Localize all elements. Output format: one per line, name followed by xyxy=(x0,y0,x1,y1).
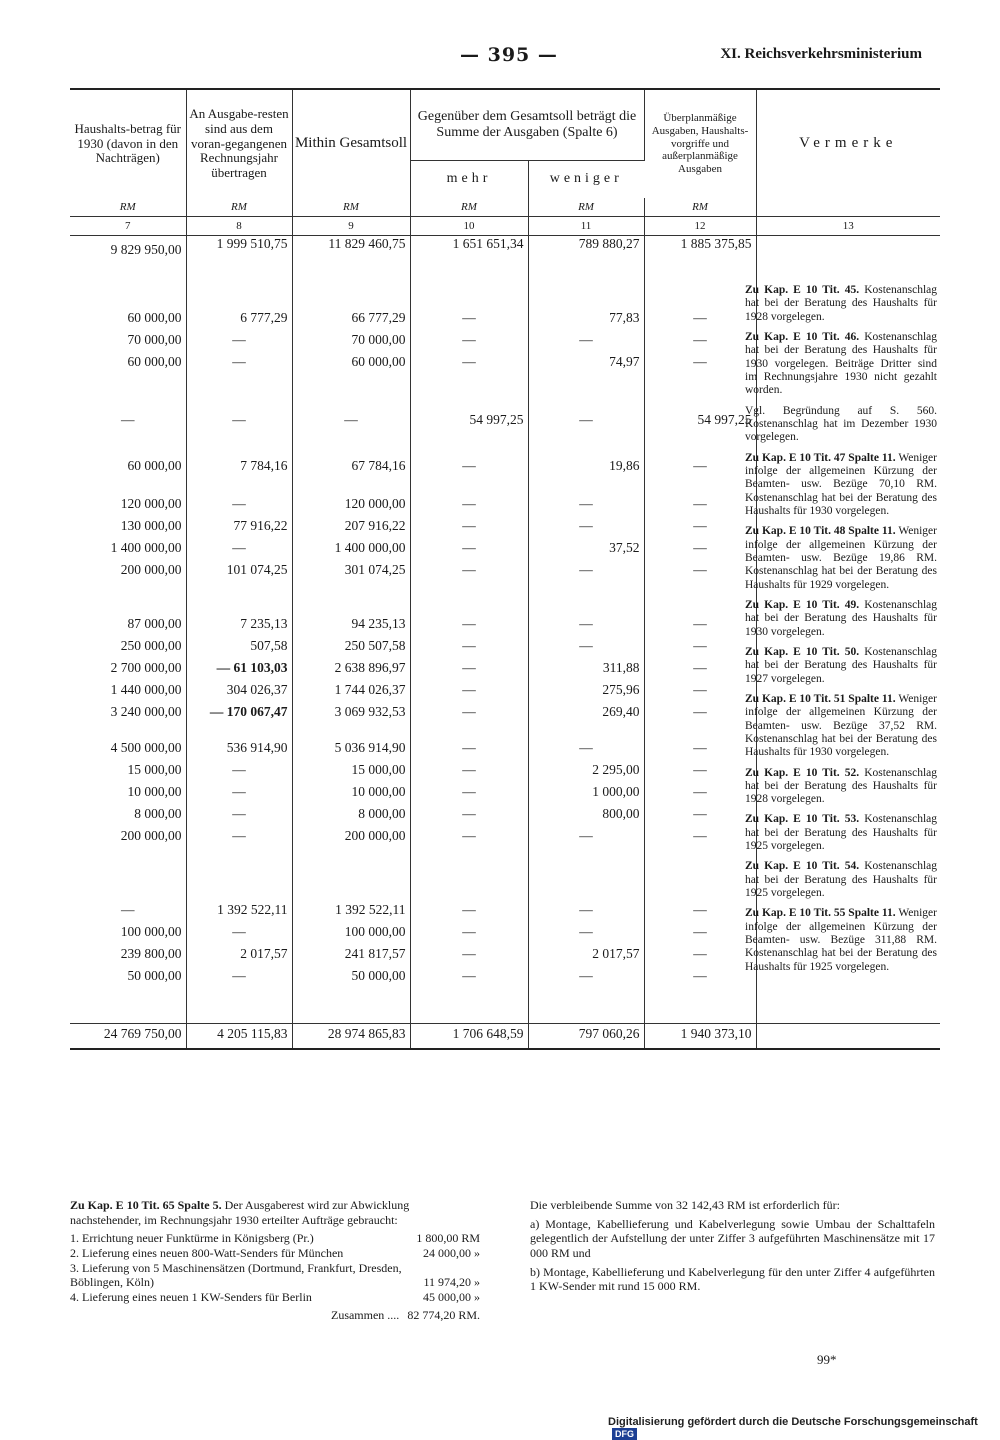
remark-note xyxy=(745,813,937,853)
table-cell: — xyxy=(528,518,644,540)
table-cell: — xyxy=(410,496,528,518)
footnote-item xyxy=(70,1246,480,1261)
table-cell: 1 999 510,75 xyxy=(186,236,292,310)
remark-text: Kostenanschlag hat bei der Beratung des Haushalts für 1930 vorgelegen. xyxy=(745,598,938,638)
total-cell: 24 769 750,00 xyxy=(70,1024,186,1050)
page-number: — 395 — xyxy=(460,44,558,66)
table-cell: 2 017,57 xyxy=(186,946,292,968)
table-cell: 7 784,16 xyxy=(186,458,292,496)
table-cell: — xyxy=(186,762,292,784)
table-cell: 60 000,00 xyxy=(70,354,186,412)
footnote-item-text: 3. Lieferung von 5 Maschinensätzen (Dortmund, Frankfurt, Dresden, Böblingen, Köln) xyxy=(70,1260,402,1290)
table-cell: 60 000,00 xyxy=(70,310,186,332)
footnote-item-a: a) Montage, Kabellieferung und Kabelverlegung sowie Umbau der Schalttafeln gelegentlich der Aufstellung der unter Ziffer 3 aufgeführten Maschinensätze mit 17 000 RM und xyxy=(530,1216,935,1260)
remark-cell xyxy=(756,1024,940,1050)
table-cell: — xyxy=(186,784,292,806)
footnote-item-amount: 1 800,00 RM xyxy=(416,1231,480,1246)
unit-label: RM xyxy=(410,198,528,217)
footnote-item-text: 1. Errichtung neuer Funktürme in Königsberg (Pr.) xyxy=(70,1231,314,1246)
table-cell: 37,52 xyxy=(528,540,644,562)
table-cell: 15 000,00 xyxy=(292,762,410,784)
table-cell: 2 700 000,00 xyxy=(70,660,186,682)
table-cell: 94 235,13 xyxy=(292,616,410,638)
table-cell: — xyxy=(528,968,644,1024)
table-cell: — xyxy=(644,518,756,540)
table-cell: — xyxy=(410,616,528,638)
col-number: 10 xyxy=(410,217,528,236)
table-cell: 5 036 914,90 xyxy=(292,740,410,762)
table-cell: 77 916,22 xyxy=(186,518,292,540)
table-cell: — xyxy=(410,332,528,354)
table-cell: 70 000,00 xyxy=(70,332,186,354)
remark-head: Zu Kap. E 10 Tit. 55 Spalte 11. xyxy=(745,907,896,920)
table-cell: 66 777,29 xyxy=(292,310,410,332)
table-cell: — xyxy=(410,682,528,704)
table-cell: — xyxy=(644,638,756,660)
table-cell: — xyxy=(186,828,292,902)
remark-head: Zu Kap. E 10 Tit. 54. xyxy=(745,860,860,873)
table-cell: 200 000,00 xyxy=(292,828,410,902)
col-number: 13 xyxy=(756,217,940,236)
table-cell: 60 000,00 xyxy=(292,354,410,412)
table-cell: — xyxy=(186,924,292,946)
remark-head: Zu Kap. E 10 Tit. 46. xyxy=(745,330,860,343)
total-cell: 1 706 648,59 xyxy=(410,1024,528,1050)
remark-text: Weniger infolge der allgemeinen Kürzung der Beamten- usw. Bezüge 19,86 RM. Kostenanschlag hat bei der Beratung des Haushalts für 1929 vorgelegen. xyxy=(745,525,937,591)
table-cell: 2 295,00 xyxy=(528,762,644,784)
table-cell: 6 777,29 xyxy=(186,310,292,332)
remark-text: Weniger infolge der allgemeinen Kürzung der Beamten- usw. Bezüge 70,10 RM. Kostenanschlag hat bei der Beratung des Haushalts für 1930 vorgelegen. xyxy=(745,451,937,517)
table-cell: — xyxy=(528,496,644,518)
table-cell: 9 829 950,00 xyxy=(70,236,186,310)
table-cell: 87 000,00 xyxy=(70,616,186,638)
footnote-item xyxy=(70,1261,480,1290)
table-cell: — xyxy=(292,412,410,458)
table-cell: 207 916,22 xyxy=(292,518,410,540)
table-cell: — xyxy=(70,902,186,924)
remark-note xyxy=(745,907,937,974)
remark-note xyxy=(745,646,937,686)
remark-text: Kostenanschlag hat bei der Beratung des Haushalts für 1928 vorgelegen. xyxy=(745,284,938,323)
table-cell: — xyxy=(644,762,756,784)
table-cell: — xyxy=(528,616,644,638)
table-cell: — xyxy=(644,784,756,806)
footnote-head: Zu Kap. E 10 Tit. 65 Spalte 5. xyxy=(70,1198,222,1212)
table-cell: 311,88 xyxy=(528,660,644,682)
table-cell: 1 744 026,37 xyxy=(292,682,410,704)
table-cell: — xyxy=(528,828,644,902)
remark-text: Weniger infolge der allgemeinen Kürzung der Beamten- usw. Bezüge 311,88 RM. Kostenanschlag hat bei der Beratung des Haushalts für 1925 vorgelegen. xyxy=(745,907,937,973)
footnote-right xyxy=(530,1198,935,1298)
total-cell: 797 060,26 xyxy=(528,1024,644,1050)
table-cell: 77,83 xyxy=(528,310,644,332)
col-number: 11 xyxy=(528,217,644,236)
footnote-item-amount: 45 000,00 » xyxy=(423,1289,480,1304)
total-cell: 1 940 373,10 xyxy=(644,1024,756,1050)
remark-note xyxy=(745,525,937,592)
table-cell: 1 000,00 xyxy=(528,784,644,806)
table-cell: — xyxy=(644,496,756,518)
table-cell: 67 784,16 xyxy=(292,458,410,496)
table-cell: 100 000,00 xyxy=(70,924,186,946)
table-cell: — xyxy=(410,458,528,496)
table-cell: — xyxy=(186,806,292,828)
table-cell: — xyxy=(410,638,528,660)
table-cell: 250 000,00 xyxy=(70,638,186,660)
total-cell: 28 974 865,83 xyxy=(292,1024,410,1050)
table-cell: — xyxy=(644,354,756,412)
table-cell: — xyxy=(410,762,528,784)
remark-text: Kostenanschlag hat bei der Beratung des Haushalts für 1925 vorgelegen. xyxy=(745,813,938,853)
table-cell: 11 829 460,75 xyxy=(292,236,410,310)
remark-note xyxy=(745,284,937,324)
col12-header: Überplanmäßige Ausgaben, Haushalts-vorgriffe und außerplanmäßige Ausgaben xyxy=(644,89,756,198)
table-cell: — xyxy=(410,806,528,828)
footnote-item-text: 4. Lieferung eines neuen 1 KW-Senders für Berlin xyxy=(70,1289,312,1304)
total-cell: 4 205 115,83 xyxy=(186,1024,292,1050)
table-cell: — xyxy=(644,616,756,638)
footnote-item-b: b) Montage, Kabellieferung und Kabelverlegung für den unter Ziffer 4 aufgeführten 1 KW-Sender mit rund 15 000 RM. xyxy=(530,1264,935,1294)
table-cell: — xyxy=(644,458,756,496)
table-cell: — xyxy=(644,828,756,902)
table-cell: — xyxy=(186,540,292,562)
col9-header: Mithin Gesamtsoll xyxy=(292,89,410,198)
col13-header: Vermerke xyxy=(756,89,940,198)
table-cell: — xyxy=(644,332,756,354)
remark-head: Zu Kap. E 10 Tit. 49. xyxy=(745,598,860,611)
remark-text: Weniger infolge der allgemeinen Kürzung der Beamten- usw. Bezüge 37,52 RM. Kostenanschlag hat bei der Beratung des Haushalts für 1930 vorgelegen. xyxy=(745,692,937,759)
unit-label: RM xyxy=(70,198,186,217)
table-cell: — xyxy=(410,310,528,332)
footnote-intro: Der Ausgaberest wird zur Abwicklung nachstehender, im Rechnungsjahr 1930 erteilter Aufträge gebraucht: xyxy=(70,1198,410,1227)
table-cell: — xyxy=(410,968,528,1024)
table-cell: 10 000,00 xyxy=(292,784,410,806)
table-cell: — xyxy=(644,562,756,616)
footnote-item-amount: 11 974,20 » xyxy=(423,1275,480,1290)
table-cell: 10 000,00 xyxy=(70,784,186,806)
table-cell: 2 638 896,97 xyxy=(292,660,410,682)
table-cell: — xyxy=(186,496,292,518)
table-cell: 50 000,00 xyxy=(70,968,186,1024)
unit-label xyxy=(756,198,940,217)
footnote-item-text: 2. Lieferung eines neuen 800-Watt-Senders für München xyxy=(70,1245,344,1260)
table-cell: 4 500 000,00 xyxy=(70,740,186,762)
table-cell: 3 240 000,00 xyxy=(70,704,186,740)
footnote-item xyxy=(70,1231,480,1246)
table-cell: 120 000,00 xyxy=(70,496,186,518)
remark-text: Kostenanschlag hat bei der Beratung des Haushalts für 1927 vorgelegen. xyxy=(745,645,938,685)
remark-text: Kostenanschlag hat bei der Beratung des Haushalts für 1928 vorgelegen. xyxy=(745,766,938,806)
table-cell: — xyxy=(528,332,644,354)
table-cell: — xyxy=(528,638,644,660)
totals-row xyxy=(70,1024,940,1050)
unit-label: RM xyxy=(186,198,292,217)
table-cell: 70 000,00 xyxy=(292,332,410,354)
footnote-item xyxy=(70,1290,480,1305)
table-cell: 50 000,00 xyxy=(292,968,410,1024)
table-cell: — xyxy=(644,946,756,968)
remark-text: Vgl. Begründung auf S. 560. Kostenanschlag hat im Dezember 1930 vorgelegen. xyxy=(745,404,937,444)
table-cell: 2 017,57 xyxy=(528,946,644,968)
page-header-title: XI. Reichsverkehrsministerium xyxy=(720,46,922,62)
table-cell: 60 000,00 xyxy=(70,458,186,496)
remark-note xyxy=(745,405,937,445)
remark-head: Zu Kap. E 10 Tit. 47 Spalte 11. xyxy=(745,451,896,464)
table-cell: 54 997,25 xyxy=(410,412,528,458)
table-cell: 1 392 522,11 xyxy=(186,902,292,924)
col-number: 9 xyxy=(292,217,410,236)
table-cell: 200 000,00 xyxy=(70,828,186,902)
table-cell: 130 000,00 xyxy=(70,518,186,540)
col10-header: mehr xyxy=(410,161,528,199)
credit-text: Digitalisierung gefördert durch die Deutsche Forschungsgemeinschaft xyxy=(608,1416,978,1428)
remark-head: Zu Kap. E 10 Tit. 52. xyxy=(745,766,860,779)
table-cell: 1 651 651,34 xyxy=(410,236,528,310)
table-cell: 15 000,00 xyxy=(70,762,186,784)
table-cell: 1 885 375,85 xyxy=(644,236,756,310)
table-cell: 120 000,00 xyxy=(292,496,410,518)
remark-head: Zu Kap. E 10 Tit. 51 Spalte 11. xyxy=(745,692,896,705)
table-cell: 1 400 000,00 xyxy=(70,540,186,562)
table-cell: — xyxy=(410,828,528,902)
col-number: 8 xyxy=(186,217,292,236)
unit-label: RM xyxy=(292,198,410,217)
table-cell: 7 235,13 xyxy=(186,616,292,638)
table-cell: 536 914,90 xyxy=(186,740,292,762)
table-cell: — xyxy=(644,682,756,704)
remark-note xyxy=(745,452,937,519)
footnote-left xyxy=(70,1198,480,1323)
table-cell: 1 400 000,00 xyxy=(292,540,410,562)
table-cell: 8 000,00 xyxy=(292,806,410,828)
remark-text: Kostenanschlag hat bei der Beratung des Haushalts für 1930 vorgelegen. Beiträge Dritter sind im Rechnungsjahre 1930 nicht gezahlt worden. xyxy=(745,330,938,397)
table-cell: 101 074,25 xyxy=(186,562,292,616)
dfg-logo: DFG xyxy=(612,1428,637,1440)
unit-label: RM xyxy=(644,198,756,217)
table-cell: — xyxy=(528,924,644,946)
col7-header: Haushalts-betrag für 1930 (davon in den Nachträgen) xyxy=(70,89,186,198)
table-cell: 54 997,25 xyxy=(644,412,756,458)
table-cell: — xyxy=(644,968,756,1024)
signature-mark: 99* xyxy=(817,1352,837,1367)
table-cell: 200 000,00 xyxy=(70,562,186,616)
table-cell: 250 507,58 xyxy=(292,638,410,660)
remark-head: Zu Kap. E 10 Tit. 45. xyxy=(745,284,860,296)
table-cell: — xyxy=(410,902,528,924)
table-cell: — xyxy=(410,354,528,412)
table-cell: 304 026,37 xyxy=(186,682,292,704)
table-cell: 1 392 522,11 xyxy=(292,902,410,924)
table-cell: — 61 103,03 xyxy=(186,660,292,682)
table-cell: — xyxy=(410,740,528,762)
col11-header: weniger xyxy=(549,171,623,187)
table-cell: — xyxy=(186,968,292,1024)
remark-head: Zu Kap. E 10 Tit. 48 Spalte 11. xyxy=(745,525,896,538)
table-cell: 1 440 000,00 xyxy=(70,682,186,704)
table-cell: — xyxy=(186,354,292,412)
table-cell: — xyxy=(186,332,292,354)
table-cell: — xyxy=(644,806,756,828)
table-cell: — xyxy=(186,412,292,458)
remark-note xyxy=(745,860,937,900)
table-cell: 800,00 xyxy=(528,806,644,828)
table-cell: — xyxy=(644,540,756,562)
table-cell: 8 000,00 xyxy=(70,806,186,828)
table-cell: — xyxy=(410,660,528,682)
footnote-right-intro: Die verbleibende Summe von 32 142,43 RM ist erforderlich für: xyxy=(530,1198,840,1212)
table-cell: — xyxy=(644,924,756,946)
table-cell: 100 000,00 xyxy=(292,924,410,946)
remark-note xyxy=(745,331,937,398)
sum-value: 82 774,20 RM. xyxy=(407,1308,480,1323)
remark-note xyxy=(745,599,937,639)
table-cell: — xyxy=(70,412,186,458)
table-cell: — xyxy=(410,704,528,740)
table-cell: — xyxy=(410,784,528,806)
sum-label: Zusammen .... xyxy=(330,1308,400,1323)
table-cell: 269,40 xyxy=(528,704,644,740)
group-header: Gegenüber dem Gesamtsoll beträgt die Summe der Ausgaben (Spalte 6) xyxy=(410,89,644,161)
remark-note xyxy=(745,693,937,760)
remark-head: Zu Kap. E 10 Tit. 50. xyxy=(745,645,860,658)
remark-head: Zu Kap. E 10 Tit. 53. xyxy=(745,813,860,826)
table-cell: — xyxy=(644,740,756,762)
col-number: 12 xyxy=(644,217,756,236)
table-cell: — xyxy=(644,310,756,332)
remarks-column xyxy=(745,284,937,981)
footnote-item-amount: 24 000,00 » xyxy=(423,1245,480,1260)
remark-note xyxy=(745,767,937,807)
table-cell: — xyxy=(528,562,644,616)
table-cell: 275,96 xyxy=(528,682,644,704)
table-cell: 789 880,27 xyxy=(528,236,644,310)
table-cell: — 170 067,47 xyxy=(186,704,292,740)
table-cell: 3 069 932,53 xyxy=(292,704,410,740)
table-cell: 19,86 xyxy=(528,458,644,496)
table-cell: 241 817,57 xyxy=(292,946,410,968)
table-cell: — xyxy=(410,946,528,968)
unit-label: RM xyxy=(528,198,644,217)
remark-text: Kostenanschlag hat bei der Beratung des Haushalts für 1925 vorgelegen. xyxy=(745,860,938,900)
table-cell: — xyxy=(410,924,528,946)
table-cell: — xyxy=(644,902,756,924)
table-cell: — xyxy=(528,412,644,458)
col8-header: An Ausgabe-resten sind aus dem voran-gegangenen Rechnungsjahr übertragen xyxy=(186,89,292,198)
table-cell: — xyxy=(410,540,528,562)
table-cell: — xyxy=(528,740,644,762)
table-cell: 74,97 xyxy=(528,354,644,412)
credit-line xyxy=(608,1416,1000,1440)
col-number: 7 xyxy=(70,217,186,236)
table-cell: — xyxy=(410,518,528,540)
table-cell: 507,58 xyxy=(186,638,292,660)
table-cell: — xyxy=(644,704,756,740)
table-cell: — xyxy=(528,902,644,924)
table-cell: 301 074,25 xyxy=(292,562,410,616)
table-cell: 239 800,00 xyxy=(70,946,186,968)
table-cell: — xyxy=(410,562,528,616)
table-cell: — xyxy=(644,660,756,682)
